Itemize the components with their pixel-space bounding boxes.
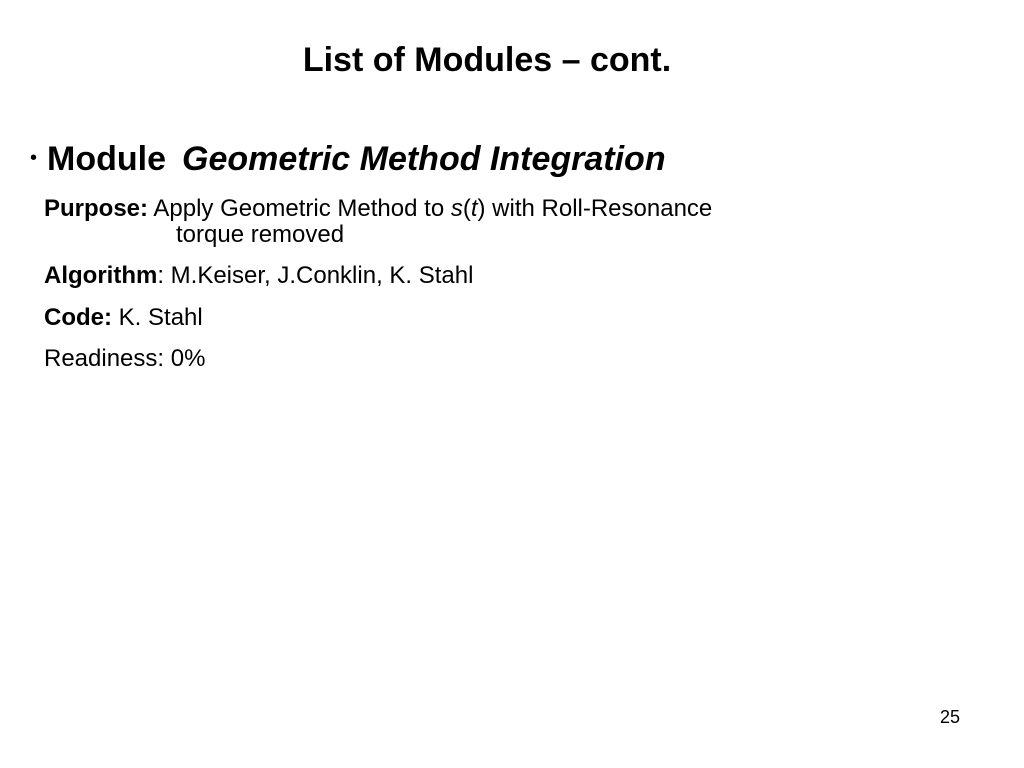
purpose-continuation: torque removed bbox=[176, 221, 345, 248]
purpose-var-t: t bbox=[470, 195, 478, 222]
readiness-line: Readiness: 0% bbox=[44, 345, 206, 372]
purpose-paren-close: ) bbox=[477, 195, 486, 222]
code-text: K. Stahl bbox=[112, 304, 203, 331]
purpose-var-s: s bbox=[450, 195, 463, 222]
algorithm-label: Algorithm bbox=[44, 262, 158, 289]
module-name: Geometric Method Integration bbox=[182, 140, 666, 178]
code-line bbox=[44, 305, 203, 331]
purpose-paren-open: ( bbox=[462, 195, 471, 222]
purpose-line bbox=[44, 196, 712, 222]
slide-title: List of Modules – cont. bbox=[302, 41, 672, 79]
page-number: 25 bbox=[939, 707, 961, 727]
purpose-text-after: with Roll-Resonance bbox=[485, 195, 713, 222]
algorithm-text: : M.Keiser, J.Conklin, K. Stahl bbox=[157, 262, 474, 289]
module-label: Module bbox=[47, 140, 166, 178]
module-heading bbox=[30, 136, 666, 181]
code-label: Code: bbox=[44, 304, 112, 331]
purpose-label: Purpose: bbox=[44, 195, 149, 222]
algorithm-line bbox=[44, 263, 473, 289]
purpose-text-before: Apply Geometric Method to bbox=[153, 195, 451, 222]
bullet-marker: • bbox=[30, 147, 38, 169]
